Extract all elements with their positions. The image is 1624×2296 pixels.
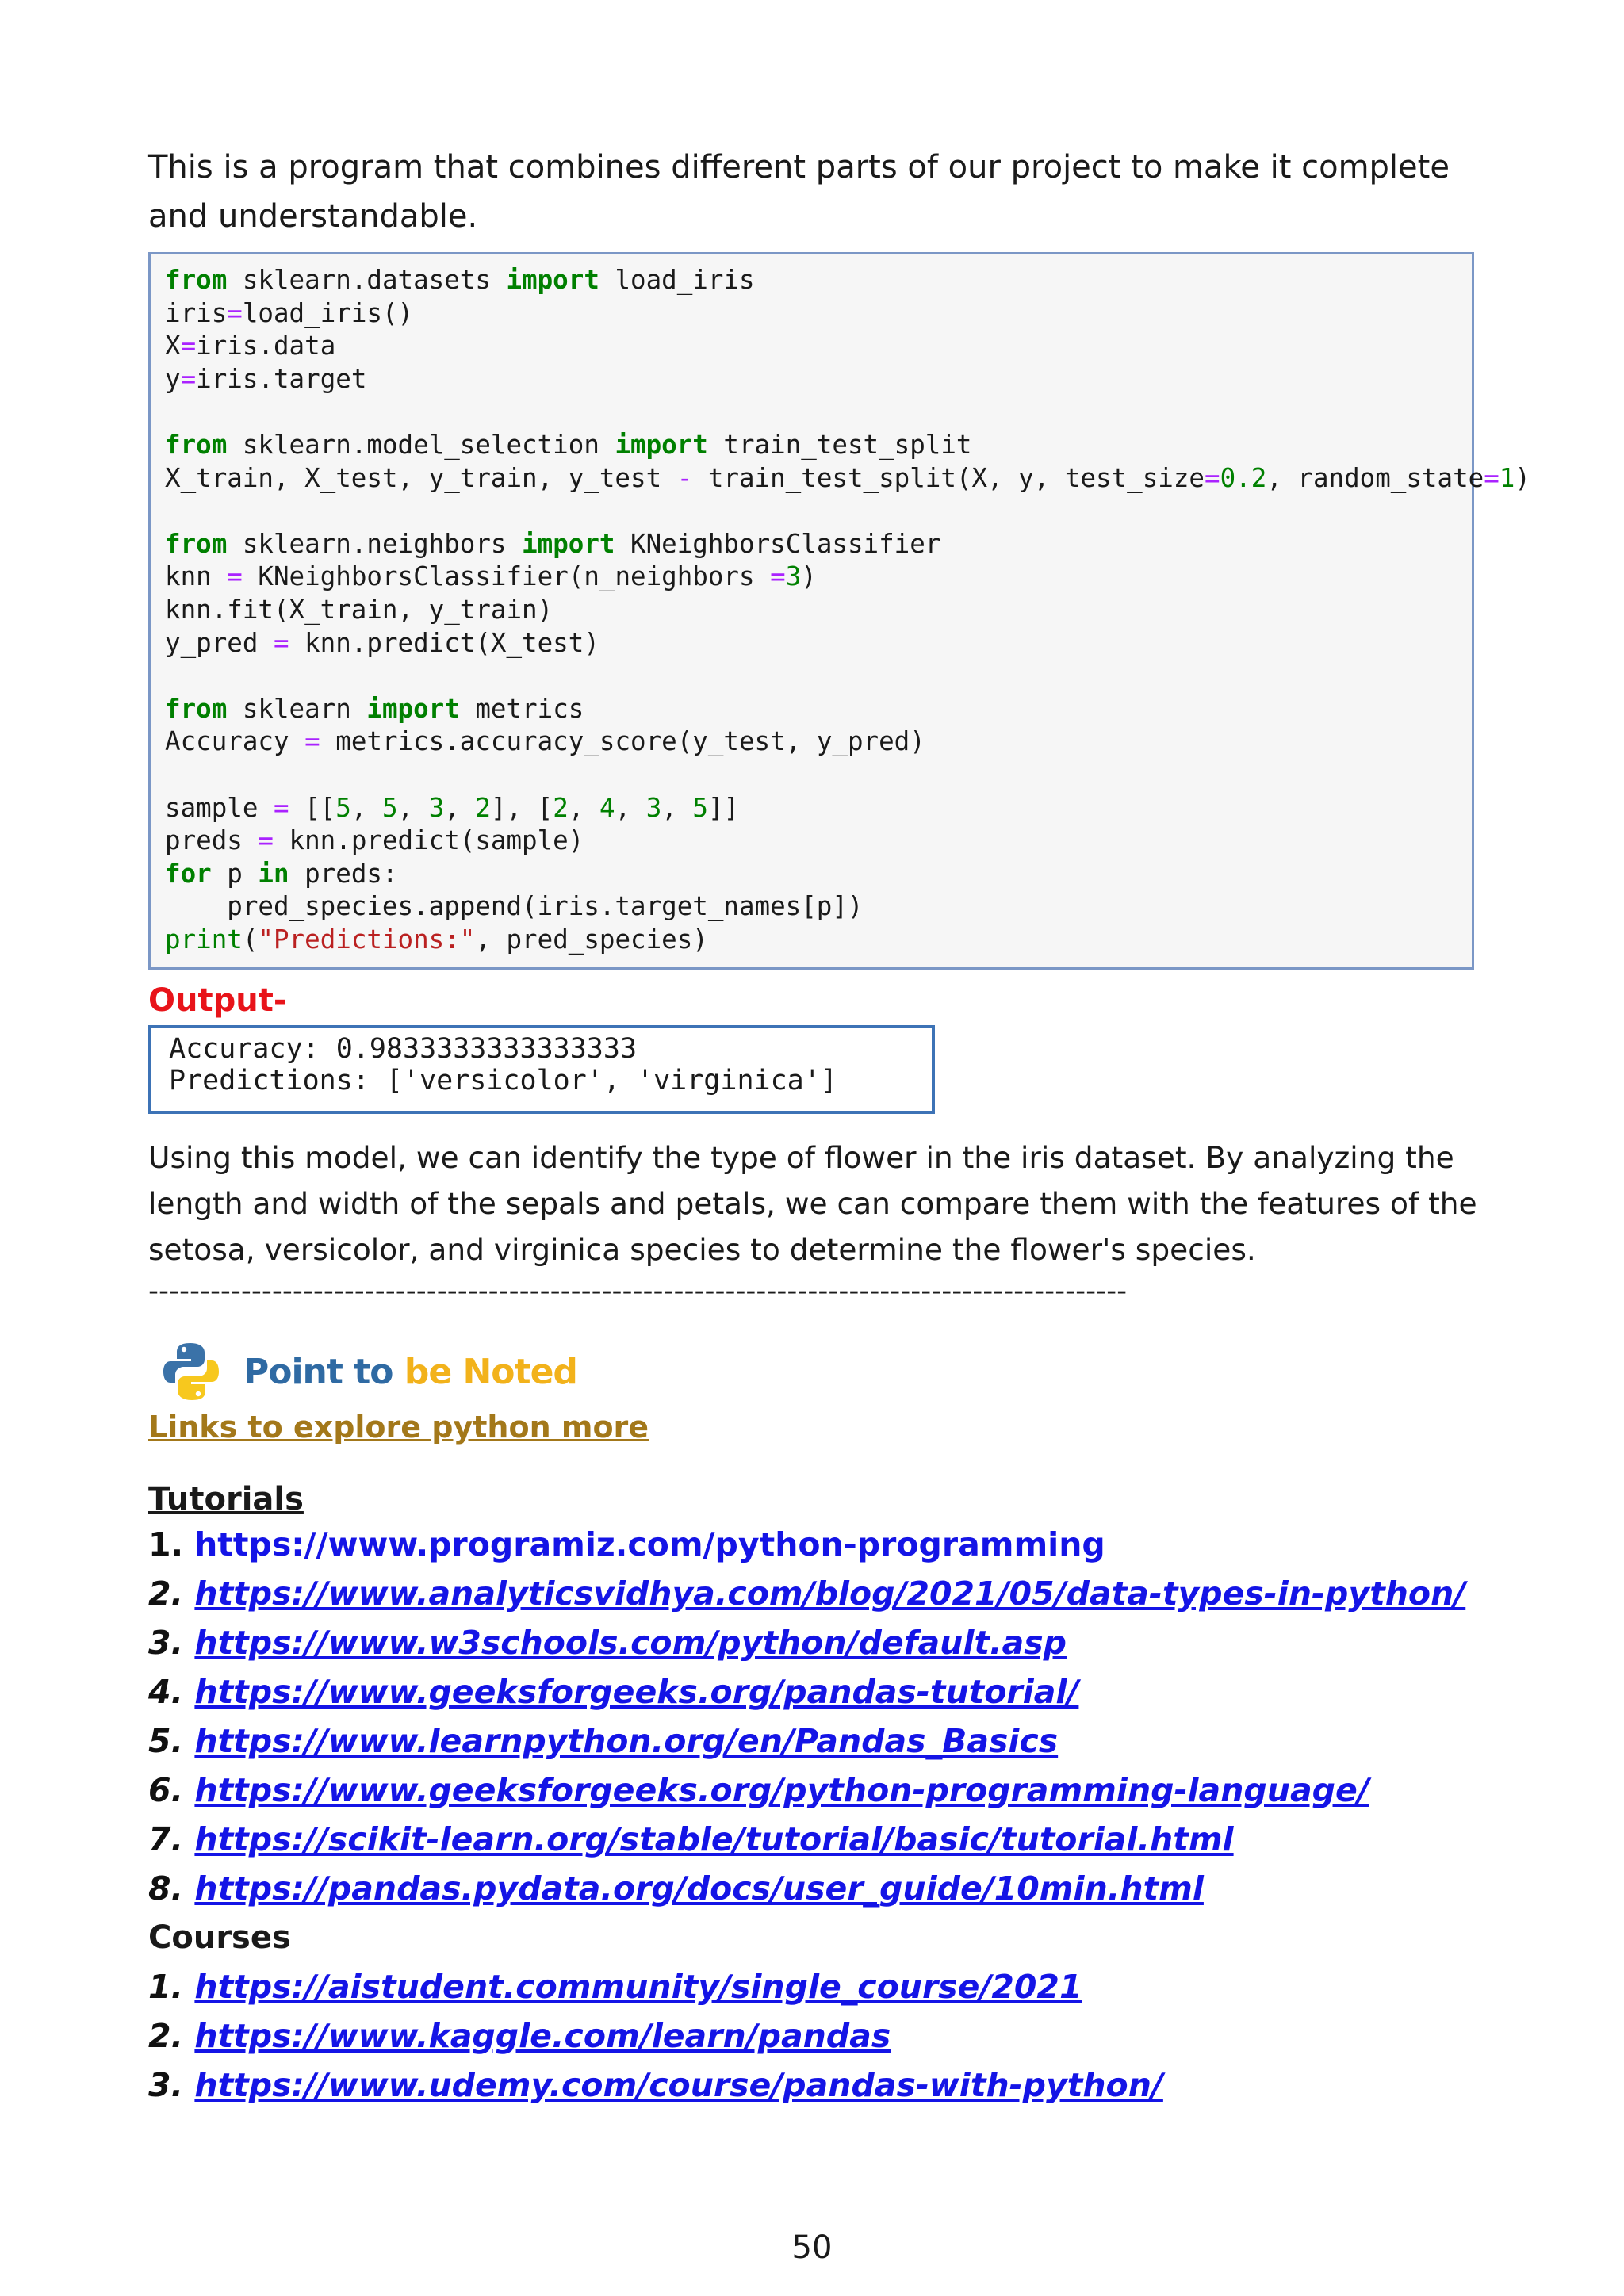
code-line: from sklearn.model_selection import train_test_split	[165, 429, 972, 460]
output-block	[148, 1025, 935, 1114]
page-number: 50	[791, 2229, 833, 2266]
course-link-row: 3. https://www.udemy.com/course/pandas-with-python/	[148, 2066, 1163, 2104]
code-line: for p in preds:	[165, 858, 398, 889]
point-to-be-noted-title: Point to be Noted	[243, 1351, 577, 1392]
tutorials-heading: Tutorials	[148, 1481, 304, 1517]
tutorial-link[interactable]: https://www.w3schools.com/python/default.asp	[194, 1624, 1067, 1662]
course-link[interactable]: https://www.kaggle.com/learn/pandas	[194, 2017, 891, 2055]
code-line: print("Predictions:", pred_species)	[165, 924, 708, 955]
tutorial-link-row: 3. https://www.w3schools.com/python/default.asp	[148, 1624, 1067, 1662]
tutorial-link-row: 2. https://www.analyticsvidhya.com/blog/2021/05/data-types-in-python/	[148, 1575, 1466, 1613]
tutorial-link-row: 7. https://scikit-learn.org/stable/tutorial/basic/tutorial.html	[148, 1820, 1234, 1858]
code-line: Accuracy = metrics.accuracy_score(y_test, y_pred)	[165, 726, 925, 757]
tutorial-link[interactable]: https://www.learnpython.org/en/Pandas_Basics	[194, 1722, 1059, 1760]
description-paragraph: Using this model, we can identify the type of flower in the iris dataset. By analyzing the length and width of the sepals and petals, we can compare them with the features of the setosa, versicolor, and virginica species to determine the flower's species.	[148, 1140, 1477, 1267]
code-line: y=iris.target	[165, 363, 367, 394]
code-line: sample = [[5, 5, 3, 2], [2, 4, 3, 5]]	[165, 792, 740, 823]
course-link-row: 2. https://www.kaggle.com/learn/pandas	[148, 2017, 891, 2055]
page-content	[148, 143, 1530, 2110]
code-line: X_train, X_test, y_train, y_test - train_test_split(X, y, test_size=0.2, random_state=1)	[165, 462, 1530, 493]
output-line-accuracy: Accuracy: 0.9833333333333333	[169, 1033, 638, 1065]
code-line: from sklearn import metrics	[165, 693, 584, 724]
tutorial-link[interactable]: https://pandas.pydata.org/docs/user_guide/10min.html	[194, 1869, 1204, 1908]
code-block	[148, 252, 1530, 970]
divider: -----------------------------------------------------------------------------------------------	[148, 1276, 1128, 1307]
code-line: from sklearn.neighbors import KNeighborsClassifier	[165, 528, 941, 559]
python-logo-icon	[163, 1341, 220, 1402]
explore-heading: Links to explore python more	[148, 1410, 649, 1445]
intro-text: This is a program that combines different parts of our project to make it complete and understandable.	[148, 149, 1450, 235]
code-line: from sklearn.datasets import load_iris	[165, 265, 755, 295]
tutorial-link[interactable]: https://www.geeksforgeeks.org/pandas-tutorial/	[194, 1673, 1079, 1711]
tutorial-link-row: 6. https://www.geeksforgeeks.org/python-programming-language/	[148, 1771, 1369, 1809]
tutorial-link[interactable]: https://www.analyticsvidhya.com/blog/2021/05/data-types-in-python/	[194, 1575, 1466, 1613]
tutorial-link-row: 4. https://www.geeksforgeeks.org/pandas-tutorial/	[148, 1673, 1079, 1711]
output-line-predictions: Predictions: ['versicolor', 'virginica']	[169, 1065, 837, 1096]
code-blank-line	[165, 759, 1472, 792]
code-line: knn.fit(X_train, y_train)	[165, 594, 553, 625]
tutorial-link[interactable]: https://www.programiz.com/python-programming	[194, 1525, 1105, 1563]
course-link[interactable]: https://www.udemy.com/course/pandas-with-python/	[194, 2066, 1163, 2104]
tutorial-link-row: 5. https://www.learnpython.org/en/Pandas_Basics	[148, 1722, 1059, 1760]
code-blank-line	[165, 660, 1472, 693]
tutorial-link[interactable]: https://www.geeksforgeeks.org/python-programming-language/	[194, 1771, 1369, 1809]
course-link[interactable]: https://aistudent.community/single_course/2021	[194, 1968, 1082, 2006]
code-line: X=iris.data	[165, 331, 336, 362]
course-link-row: 1. https://aistudent.community/single_course/2021	[148, 1968, 1082, 2006]
tutorial-link-row: 8. https://pandas.pydata.org/docs/user_guide/10min.html	[148, 1869, 1204, 1908]
code-blank-line	[165, 495, 1472, 528]
code-line: iris=load_iris()	[165, 297, 414, 328]
point-to-be-noted	[148, 1336, 1480, 1407]
output-label: Output-	[148, 982, 287, 1019]
code-line: preds = knn.predict(sample)	[165, 825, 584, 856]
code-line: y_pred = knn.predict(X_test)	[165, 627, 599, 658]
code-line: pred_species.append(iris.target_names[p])	[165, 891, 864, 922]
code-line: knn = KNeighborsClassifier(n_neighbors =3)	[165, 561, 817, 592]
code-blank-line	[165, 396, 1472, 429]
courses-heading: Courses	[148, 1919, 291, 1956]
tutorial-link[interactable]: https://scikit-learn.org/stable/tutorial/basic/tutorial.html	[194, 1820, 1234, 1858]
tutorial-link-row: 1. https://www.programiz.com/python-programming	[148, 1525, 1105, 1563]
